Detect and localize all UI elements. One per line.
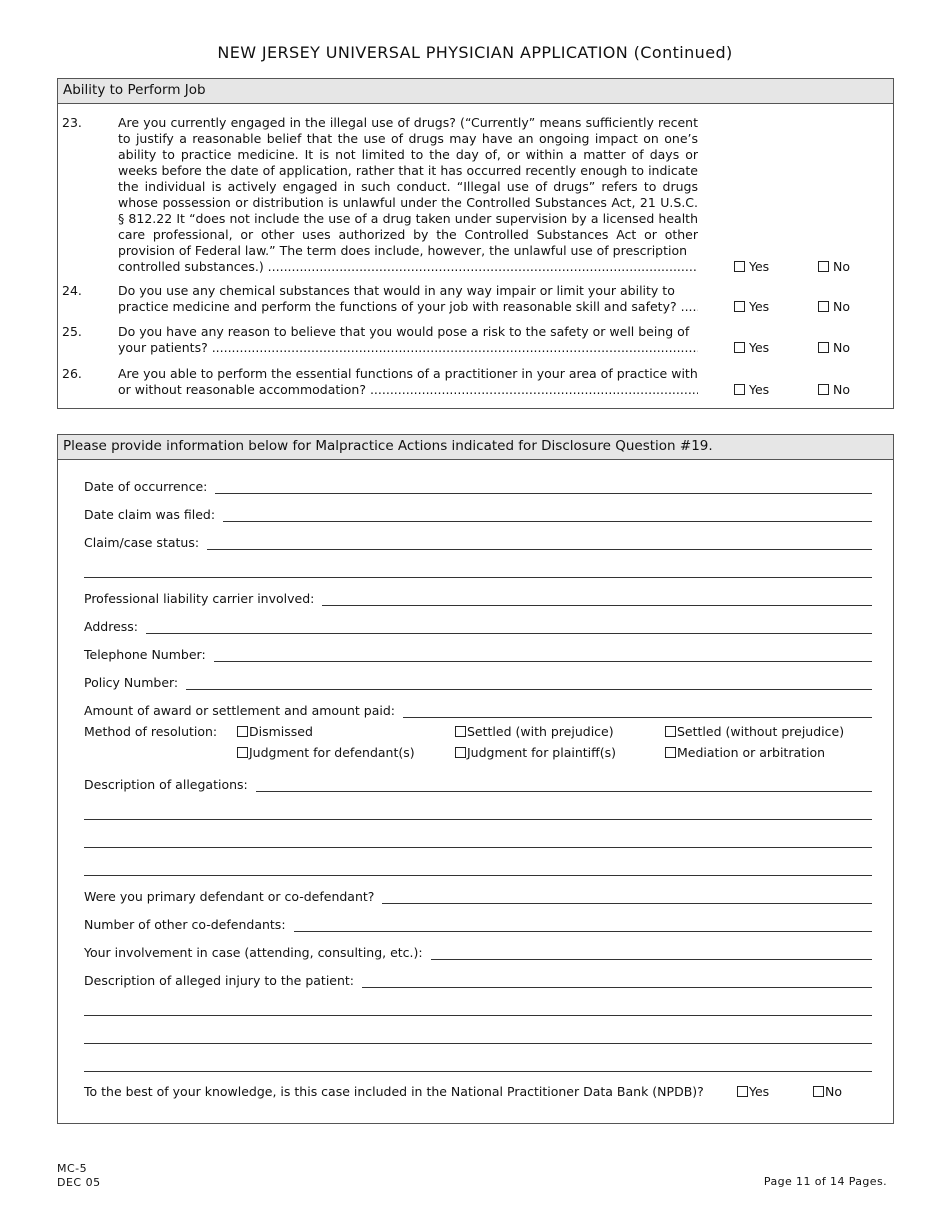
- settled-without-checkbox[interactable]: [665, 726, 676, 737]
- yes-label: Yes: [749, 340, 770, 355]
- injury-description-field[interactable]: [84, 970, 872, 988]
- method-mediation[interactable]: Mediation or arbitration: [665, 745, 825, 760]
- question-number: 23.: [62, 115, 82, 130]
- field-line[interactable]: [322, 591, 872, 606]
- question-text-last-line: practice medicine and perform the functions of your job with reasonable skill and safety? .....: [118, 299, 698, 315]
- npdb-no-option[interactable]: No: [813, 1084, 842, 1099]
- question-23: [62, 115, 890, 275]
- question-number: 25.: [62, 324, 82, 339]
- question-25: [62, 324, 890, 358]
- method-judgment-defendant[interactable]: Judgment for defendant(s): [237, 745, 415, 760]
- malpractice-section: [57, 434, 894, 1124]
- no-checkbox[interactable]: [818, 261, 829, 272]
- yes-option[interactable]: [734, 299, 769, 315]
- method-settled-with-prejudice[interactable]: Settled (with prejudice): [455, 724, 614, 739]
- page-number: Page 11 of 14 Pages.: [763, 1175, 887, 1188]
- claim-status-continuation-line[interactable]: [84, 577, 872, 578]
- field-line[interactable]: [294, 917, 872, 932]
- field-line[interactable]: [214, 647, 872, 662]
- form-code: [57, 1162, 101, 1190]
- method-dismissed[interactable]: Dismissed: [237, 724, 313, 739]
- method-of-resolution-label: Method of resolution:: [84, 724, 218, 739]
- no-option[interactable]: [818, 259, 850, 275]
- field-label: Claim/case status:: [84, 535, 200, 550]
- form-code-number: MC-5: [57, 1162, 88, 1175]
- field-label: Amount of award or settlement and amount paid:: [84, 703, 395, 718]
- page-title: NEW JERSEY UNIVERSAL PHYSICIAN APPLICATION (Continued): [217, 43, 733, 62]
- no-option[interactable]: [818, 299, 850, 315]
- involvement-field[interactable]: [84, 942, 872, 960]
- field-line[interactable]: [207, 535, 872, 550]
- telephone-field[interactable]: [84, 644, 872, 662]
- npdb-question: To the best of your knowledge, is this case included in the National Practitioner Data Bank (NPDB)?: [84, 1084, 704, 1099]
- question-text-last-line: controlled substances.) .....: [118, 259, 698, 275]
- question-text-last-line: or without reasonable accommodation? .....: [118, 382, 698, 398]
- field-label: Date claim was filed:: [84, 507, 216, 522]
- allegations-field[interactable]: [84, 774, 872, 792]
- yes-checkbox[interactable]: [734, 384, 745, 395]
- field-label: Professional liability carrier involved:: [84, 591, 315, 606]
- claim-status-field[interactable]: [84, 532, 872, 550]
- yes-option[interactable]: [734, 259, 769, 275]
- field-line[interactable]: [382, 889, 872, 904]
- method-settled-without-prejudice[interactable]: Settled (without prejudice): [665, 724, 844, 739]
- settled-with-checkbox[interactable]: [455, 726, 466, 737]
- field-line[interactable]: [362, 973, 872, 988]
- judgment-plaintiff-checkbox[interactable]: [455, 747, 466, 758]
- field-line[interactable]: [223, 507, 872, 522]
- policy-number-field[interactable]: [84, 672, 872, 690]
- question-24: [62, 283, 890, 317]
- field-label: Address:: [84, 619, 138, 634]
- field-label: Date of occurrence:: [84, 479, 208, 494]
- injury-line-4[interactable]: [84, 1071, 872, 1072]
- no-label: No: [833, 299, 850, 314]
- address-field[interactable]: [84, 616, 872, 634]
- no-label: No: [833, 259, 850, 274]
- yes-label: Yes: [749, 299, 770, 314]
- injury-line-3[interactable]: [84, 1043, 872, 1044]
- question-text: Are you able to perform the essential functions of a practitioner in your area of practice with: [118, 366, 698, 381]
- npdb-yes-option[interactable]: Yes: [737, 1084, 769, 1099]
- yes-checkbox[interactable]: [734, 301, 745, 312]
- no-checkbox[interactable]: [818, 384, 829, 395]
- yes-checkbox[interactable]: [734, 261, 745, 272]
- field-label: Policy Number:: [84, 675, 179, 690]
- allegations-line-3[interactable]: [84, 847, 872, 848]
- no-checkbox[interactable]: [818, 301, 829, 312]
- injury-line-2[interactable]: [84, 1015, 872, 1016]
- yes-option[interactable]: [734, 382, 769, 398]
- yes-label: Yes: [749, 382, 770, 397]
- ability-section-heading: Ability to Perform Job: [58, 79, 893, 104]
- npdb-no-checkbox[interactable]: [813, 1086, 824, 1097]
- allegations-line-4[interactable]: [84, 875, 872, 876]
- yes-option[interactable]: [734, 340, 769, 356]
- yes-label: Yes: [749, 259, 770, 274]
- question-text: Are you currently engaged in the illegal use of drugs? (“Currently” means sufficiently recent to justify a reasonable belief that the use of drugs may have an ongoing impact on one’s ability to practice medicine. It is not limited to the day of, or within a matter of days or weeks before the date of application, rather that it has occurred recently enough to indicate the individual is actively engaged in such conduct. “Illegal use of drugs” refers to drugs whose possession or distribution is unlawful under the Controlled Substances Act, 21 U.S.C. § 812.22 It “does not include the use of a drug taken under supervision by a licensed health care professional, or other uses authorized by the Controlled Substances Act or other provision of Federal law.” The term does include, however, the unlawful use of prescription: [118, 115, 698, 258]
- field-label: Description of allegations:: [84, 777, 248, 792]
- question-number: 26.: [62, 366, 82, 381]
- field-line[interactable]: [256, 777, 872, 792]
- award-amount-field[interactable]: [84, 700, 872, 718]
- field-label: Number of other co-defendants:: [84, 917, 286, 932]
- question-text: Do you use any chemical substances that would in any way impair or limit your ability to: [118, 283, 675, 298]
- question-text: Do you have any reason to believe that you would pose a risk to the safety or well being of: [118, 324, 690, 339]
- malpractice-section-heading: Please provide information below for Malpractice Actions indicated for Disclosure Question #19.: [58, 435, 893, 460]
- yes-checkbox[interactable]: [734, 342, 745, 353]
- no-checkbox[interactable]: [818, 342, 829, 353]
- field-label: Your involvement in case (attending, consulting, etc.):: [84, 945, 423, 960]
- field-label: Description of alleged injury to the patient:: [84, 973, 355, 988]
- field-line[interactable]: [403, 703, 872, 718]
- question-number: 24.: [62, 283, 82, 298]
- no-option[interactable]: [818, 340, 850, 356]
- date-claim-filed-field[interactable]: [84, 504, 872, 522]
- field-label: Telephone Number:: [84, 647, 206, 662]
- primary-defendant-field[interactable]: [84, 886, 872, 904]
- question-text-last-line: your patients? .....: [118, 340, 698, 356]
- no-option[interactable]: [818, 382, 850, 398]
- npdb-yes-checkbox[interactable]: [737, 1086, 748, 1097]
- question-26: [62, 366, 890, 400]
- ability-section: [57, 78, 894, 409]
- field-line[interactable]: [215, 479, 872, 494]
- field-label: Were you primary defendant or co-defendant?: [84, 889, 375, 904]
- dismissed-checkbox[interactable]: [237, 726, 248, 737]
- no-label: No: [833, 382, 850, 397]
- method-judgment-plaintiff[interactable]: Judgment for plaintiff(s): [455, 745, 616, 760]
- date-of-occurrence-field[interactable]: [84, 476, 872, 494]
- field-line[interactable]: [431, 945, 872, 960]
- form-code-date: DEC 05: [57, 1176, 101, 1189]
- no-label: No: [833, 340, 850, 355]
- judgment-defendant-checkbox[interactable]: [237, 747, 248, 758]
- field-line[interactable]: [186, 675, 872, 690]
- codefendants-field[interactable]: [84, 914, 872, 932]
- mediation-checkbox[interactable]: [665, 747, 676, 758]
- field-line[interactable]: [146, 619, 872, 634]
- allegations-line-2[interactable]: [84, 819, 872, 820]
- liability-carrier-field[interactable]: [84, 588, 872, 606]
